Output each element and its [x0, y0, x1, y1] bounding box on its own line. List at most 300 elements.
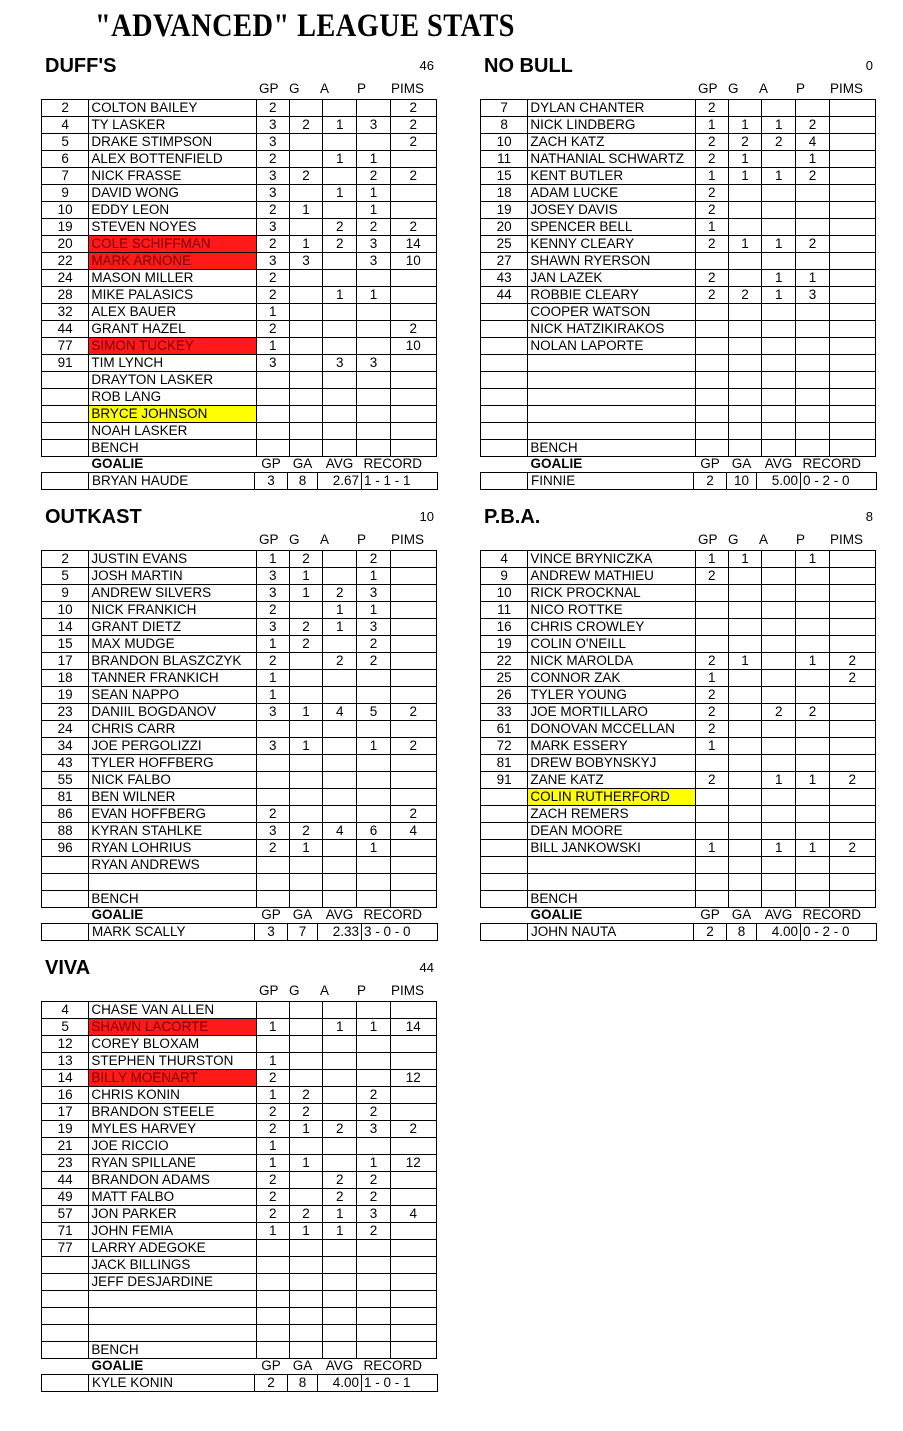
stat-gp: 3	[256, 619, 289, 636]
stat-pims	[829, 389, 875, 406]
stat-p	[796, 355, 829, 372]
stat-pims	[390, 287, 436, 304]
stat-gp	[695, 304, 728, 321]
stat-pims: 14	[390, 1019, 436, 1036]
player-row	[42, 321, 437, 338]
stat-p: 2	[357, 1104, 390, 1121]
stat-gp: 1	[256, 338, 289, 355]
stat-pims	[829, 270, 875, 287]
stat-pims	[390, 372, 436, 389]
stat-a	[323, 1087, 357, 1104]
goalie-record: 0 - 2 - 0	[801, 924, 877, 941]
column-header-gp: GP	[698, 81, 718, 96]
player-row	[42, 789, 437, 806]
stat-gp	[256, 1308, 289, 1325]
stat-p	[357, 1342, 390, 1359]
stat-gp	[256, 423, 289, 440]
stat-a	[762, 355, 796, 372]
stat-p	[357, 857, 390, 874]
stat-gp: 1	[695, 168, 728, 185]
goalie-ga: 10	[727, 473, 757, 490]
stat-g	[728, 270, 761, 287]
player-name: DRAKE STIMPSON	[89, 134, 256, 151]
column-header-gp: GP	[698, 532, 718, 547]
player-number	[42, 1274, 89, 1291]
player-row	[481, 687, 876, 704]
player-number: 57	[42, 1206, 89, 1223]
roster-table	[41, 99, 437, 457]
goalie-number	[481, 924, 528, 941]
goalie-name: KYLE KONIN	[89, 1375, 255, 1392]
player-number: 17	[42, 653, 89, 670]
stat-g: 2	[728, 287, 761, 304]
stat-a	[762, 670, 796, 687]
player-number: 5	[42, 134, 89, 151]
stat-pims	[829, 568, 875, 585]
player-name: MATT FALBO	[89, 1189, 256, 1206]
player-row	[481, 840, 876, 857]
player-name: EDDY LEON	[89, 202, 256, 219]
player-number: 44	[42, 1172, 89, 1189]
stat-p	[357, 1002, 390, 1019]
stat-pims	[829, 304, 875, 321]
player-number: 27	[481, 253, 528, 270]
stat-a: 1	[323, 185, 357, 202]
player-row	[481, 151, 876, 168]
player-number: 26	[481, 687, 528, 704]
player-number	[42, 406, 89, 423]
player-number	[481, 304, 528, 321]
stat-p	[357, 134, 390, 151]
player-name: TYLER HOFFBERG	[89, 755, 256, 772]
team-name: NO BULL	[484, 55, 573, 77]
stat-a: 1	[762, 772, 796, 789]
player-number: 19	[42, 1121, 89, 1138]
stat-g: 1	[289, 704, 322, 721]
stat-gp: 1	[256, 1155, 289, 1172]
player-number: 88	[42, 823, 89, 840]
player-number: 77	[42, 1240, 89, 1257]
stat-gp: 2	[256, 602, 289, 619]
stat-g	[289, 602, 322, 619]
stat-gp: 2	[695, 270, 728, 287]
stat-p: 3	[357, 585, 390, 602]
stat-gp: 2	[256, 151, 289, 168]
stat-p: 1	[357, 1019, 390, 1036]
stat-g	[289, 389, 322, 406]
stat-gp	[256, 1291, 289, 1308]
stat-pims: 2	[829, 840, 875, 857]
stat-g	[728, 840, 761, 857]
player-row	[481, 602, 876, 619]
goalie-header-spacer	[481, 456, 528, 473]
goalie-header-avg: AVG	[325, 1358, 354, 1373]
stat-pims	[829, 738, 875, 755]
stat-gp	[256, 789, 289, 806]
player-name: NATHANIAL SCHWARTZ	[528, 151, 695, 168]
stat-gp	[695, 253, 728, 270]
player-row	[481, 100, 876, 117]
stat-gp	[256, 406, 289, 423]
stat-g	[728, 406, 761, 423]
stat-gp: 1	[256, 551, 289, 568]
stat-g	[289, 755, 322, 772]
player-row	[481, 704, 876, 721]
player-number: 13	[42, 1053, 89, 1070]
stat-p: 1	[796, 270, 829, 287]
stat-a	[323, 1104, 357, 1121]
stat-a	[323, 755, 357, 772]
player-row	[481, 304, 876, 321]
stat-g	[289, 1036, 322, 1053]
stat-gp: 3	[256, 185, 289, 202]
player-number	[481, 372, 528, 389]
stat-a: 2	[323, 236, 357, 253]
goalie-avg: 4.00	[757, 924, 801, 941]
stat-g	[289, 1053, 322, 1070]
stat-pims	[829, 372, 875, 389]
stat-gp	[695, 338, 728, 355]
player-row	[42, 1325, 437, 1342]
stat-a	[323, 1036, 357, 1053]
goalie-ga: 7	[288, 924, 318, 941]
player-row	[481, 270, 876, 287]
stat-gp: 1	[695, 117, 728, 134]
column-header-gp: GP	[259, 532, 279, 547]
stat-gp	[695, 321, 728, 338]
stat-g	[289, 891, 322, 908]
player-name: ZACH KATZ	[528, 134, 695, 151]
stat-p	[357, 1325, 390, 1342]
player-name	[528, 355, 695, 372]
player-number: 25	[481, 670, 528, 687]
player-number	[481, 840, 528, 857]
player-name	[89, 1325, 256, 1342]
stat-a	[323, 389, 357, 406]
player-name	[528, 406, 695, 423]
stat-p	[357, 423, 390, 440]
stat-g	[728, 585, 761, 602]
stat-g	[728, 704, 761, 721]
goalie-gp: 2	[255, 1375, 288, 1392]
stat-p	[796, 602, 829, 619]
player-row	[42, 857, 437, 874]
stat-p	[796, 440, 829, 457]
stat-gp: 2	[256, 287, 289, 304]
stat-a	[323, 168, 357, 185]
stat-a	[762, 389, 796, 406]
stat-gp	[256, 891, 289, 908]
player-name: NICK FRANKICH	[89, 602, 256, 619]
stat-pims	[390, 568, 436, 585]
stat-g: 2	[289, 636, 322, 653]
stat-g	[728, 755, 761, 772]
column-header-p: P	[357, 532, 367, 547]
stat-g	[289, 406, 322, 423]
stat-g	[289, 721, 322, 738]
player-name	[528, 857, 695, 874]
player-name: COLTON BAILEY	[89, 100, 256, 117]
stat-g	[728, 568, 761, 585]
stat-p	[796, 406, 829, 423]
player-number	[42, 440, 89, 457]
stat-gp: 1	[695, 738, 728, 755]
stat-g	[289, 1172, 322, 1189]
player-row	[42, 1002, 437, 1019]
stat-p	[357, 1240, 390, 1257]
stat-pims	[390, 874, 436, 891]
player-name: BENCH	[528, 891, 695, 908]
stat-gp: 3	[256, 117, 289, 134]
player-name	[89, 1308, 256, 1325]
goalie-record: 3 - 0 - 0	[362, 924, 438, 941]
stat-p	[357, 670, 390, 687]
player-row	[42, 670, 437, 687]
stat-g: 1	[289, 585, 322, 602]
goalie-label: GOALIE	[91, 907, 144, 922]
player-name: DRAYTON LASKER	[89, 372, 256, 389]
stat-pims	[390, 1087, 436, 1104]
player-row	[42, 1053, 437, 1070]
stat-a	[323, 100, 357, 117]
stat-p	[357, 1138, 390, 1155]
goalie-header-gp: GP	[261, 1358, 281, 1373]
player-number: 2	[42, 551, 89, 568]
goalie-header-avg: AVG	[764, 907, 793, 922]
player-name: NICK FALBO	[89, 772, 256, 789]
stat-p	[357, 1257, 390, 1274]
stat-a: 1	[323, 117, 357, 134]
stat-gp	[695, 355, 728, 372]
player-row	[481, 372, 876, 389]
goalie-header-record: RECORD	[363, 1358, 423, 1373]
stat-p: 3	[357, 1121, 390, 1138]
player-number: 14	[42, 619, 89, 636]
player-row	[42, 1257, 437, 1274]
player-row	[42, 202, 437, 219]
stat-gp: 2	[256, 840, 289, 857]
stat-gp: 2	[695, 653, 728, 670]
stat-a	[762, 891, 796, 908]
column-header-gp: GP	[259, 81, 279, 96]
stat-a	[762, 806, 796, 823]
player-name: JOE PERGOLIZZI	[89, 738, 256, 755]
column-header-a: A	[759, 532, 769, 547]
stat-a	[762, 551, 796, 568]
stat-g	[728, 857, 761, 874]
player-row	[42, 287, 437, 304]
stat-gp: 3	[256, 219, 289, 236]
stat-p	[796, 670, 829, 687]
stat-gp: 3	[256, 704, 289, 721]
stat-pims	[829, 891, 875, 908]
player-number: 25	[481, 236, 528, 253]
stat-gp: 2	[695, 568, 728, 585]
stat-p	[796, 372, 829, 389]
stat-a	[323, 636, 357, 653]
column-header-a: A	[320, 81, 330, 96]
column-header-g: G	[728, 81, 739, 96]
stat-g	[289, 270, 322, 287]
player-number: 10	[481, 585, 528, 602]
player-number: 44	[481, 287, 528, 304]
stat-gp: 2	[695, 134, 728, 151]
stat-pims	[829, 440, 875, 457]
stat-a	[762, 585, 796, 602]
stat-gp: 2	[256, 1121, 289, 1138]
stat-gp	[695, 636, 728, 653]
stat-a	[762, 721, 796, 738]
stat-g: 2	[289, 1087, 322, 1104]
player-name: MYLES HARVEY	[89, 1121, 256, 1138]
player-number: 9	[481, 568, 528, 585]
stat-a	[323, 670, 357, 687]
player-name: JAN LAZEK	[528, 270, 695, 287]
goalie-header-record: RECORD	[363, 456, 423, 471]
player-number: 24	[42, 270, 89, 287]
player-row	[42, 423, 437, 440]
player-row	[481, 738, 876, 755]
stat-pims	[829, 636, 875, 653]
stat-p	[796, 202, 829, 219]
player-row	[42, 653, 437, 670]
player-row	[481, 236, 876, 253]
stat-g	[289, 1308, 322, 1325]
stat-a: 3	[323, 355, 357, 372]
player-row	[481, 551, 876, 568]
player-number: 28	[42, 287, 89, 304]
goalie-table	[41, 456, 438, 490]
player-name: NICO ROTTKE	[528, 602, 695, 619]
goalie-header-row	[481, 456, 877, 473]
stat-p: 2	[357, 1223, 390, 1240]
player-row	[42, 721, 437, 738]
player-number	[42, 891, 89, 908]
stat-pims	[829, 253, 875, 270]
stat-pims	[829, 619, 875, 636]
player-row	[42, 1240, 437, 1257]
stat-g: 2	[289, 1206, 322, 1223]
team-panel-outkast	[41, 505, 437, 945]
goalie-gp: 3	[255, 473, 288, 490]
stat-p	[357, 1291, 390, 1308]
stat-gp: 2	[256, 653, 289, 670]
stat-a: 2	[762, 134, 796, 151]
stat-pims	[829, 423, 875, 440]
stat-pims	[390, 1002, 436, 1019]
player-row	[481, 721, 876, 738]
player-number: 23	[42, 704, 89, 721]
stat-p	[357, 806, 390, 823]
player-number: 4	[42, 1002, 89, 1019]
stat-g	[289, 440, 322, 457]
player-number: 81	[42, 789, 89, 806]
stat-g	[289, 1070, 322, 1087]
stat-pims: 2	[829, 653, 875, 670]
goalie-header-ga: GA	[731, 907, 752, 922]
player-name: CHRIS CARR	[89, 721, 256, 738]
stat-gp: 2	[256, 236, 289, 253]
player-name	[528, 389, 695, 406]
player-number: 19	[42, 687, 89, 704]
player-number	[481, 389, 528, 406]
goalie-header-ga: GA	[292, 1358, 313, 1373]
stat-gp: 3	[256, 134, 289, 151]
player-name: DEAN MOORE	[528, 823, 695, 840]
stat-pims: 2	[829, 670, 875, 687]
player-row	[42, 738, 437, 755]
goalie-record: 0 - 2 - 0	[801, 473, 877, 490]
stat-pims	[829, 551, 875, 568]
player-name: VINCE BRYNICZKA	[528, 551, 695, 568]
player-number	[481, 423, 528, 440]
stat-g	[728, 321, 761, 338]
stat-a	[762, 202, 796, 219]
player-row	[481, 287, 876, 304]
stat-a	[323, 1257, 357, 1274]
player-number: 19	[481, 202, 528, 219]
goalie-header-record: RECORD	[363, 907, 423, 922]
stat-gp	[695, 789, 728, 806]
goalie-header-record: RECORD	[802, 907, 862, 922]
stat-p: 1	[796, 840, 829, 857]
goalie-gp: 2	[694, 924, 727, 941]
stat-a: 4	[323, 704, 357, 721]
stat-gp	[695, 602, 728, 619]
stat-pims	[829, 406, 875, 423]
player-row	[42, 1291, 437, 1308]
player-row	[481, 219, 876, 236]
player-number: 43	[481, 270, 528, 287]
stat-g	[289, 772, 322, 789]
stat-p	[357, 389, 390, 406]
stat-a	[762, 738, 796, 755]
player-number: 8	[481, 117, 528, 134]
stat-g	[289, 372, 322, 389]
player-row	[42, 1019, 437, 1036]
stat-gp: 2	[256, 806, 289, 823]
goalie-record: 1 - 0 - 1	[362, 1375, 438, 1392]
goalie-number	[42, 924, 89, 941]
player-name	[528, 874, 695, 891]
stat-g	[728, 636, 761, 653]
player-number: 23	[42, 1155, 89, 1172]
stat-gp	[256, 372, 289, 389]
goalie-table	[480, 456, 877, 490]
stat-pims	[390, 602, 436, 619]
player-name: BENCH	[528, 440, 695, 457]
stat-a: 1	[323, 287, 357, 304]
stat-g	[289, 670, 322, 687]
stat-gp: 1	[256, 1053, 289, 1070]
stat-pims: 2	[390, 100, 436, 117]
player-row	[481, 355, 876, 372]
stat-pims	[390, 755, 436, 772]
stat-pims	[829, 704, 875, 721]
column-header-p: P	[357, 983, 367, 998]
player-number: 11	[481, 151, 528, 168]
player-number	[481, 823, 528, 840]
goalie-avg: 4.00	[318, 1375, 362, 1392]
stat-a	[762, 423, 796, 440]
stat-g	[728, 100, 761, 117]
stat-a: 1	[762, 287, 796, 304]
stat-gp: 2	[695, 287, 728, 304]
stat-p	[357, 1053, 390, 1070]
player-row	[42, 219, 437, 236]
player-name: SHAWN RYERSON	[528, 253, 695, 270]
stat-p	[796, 100, 829, 117]
